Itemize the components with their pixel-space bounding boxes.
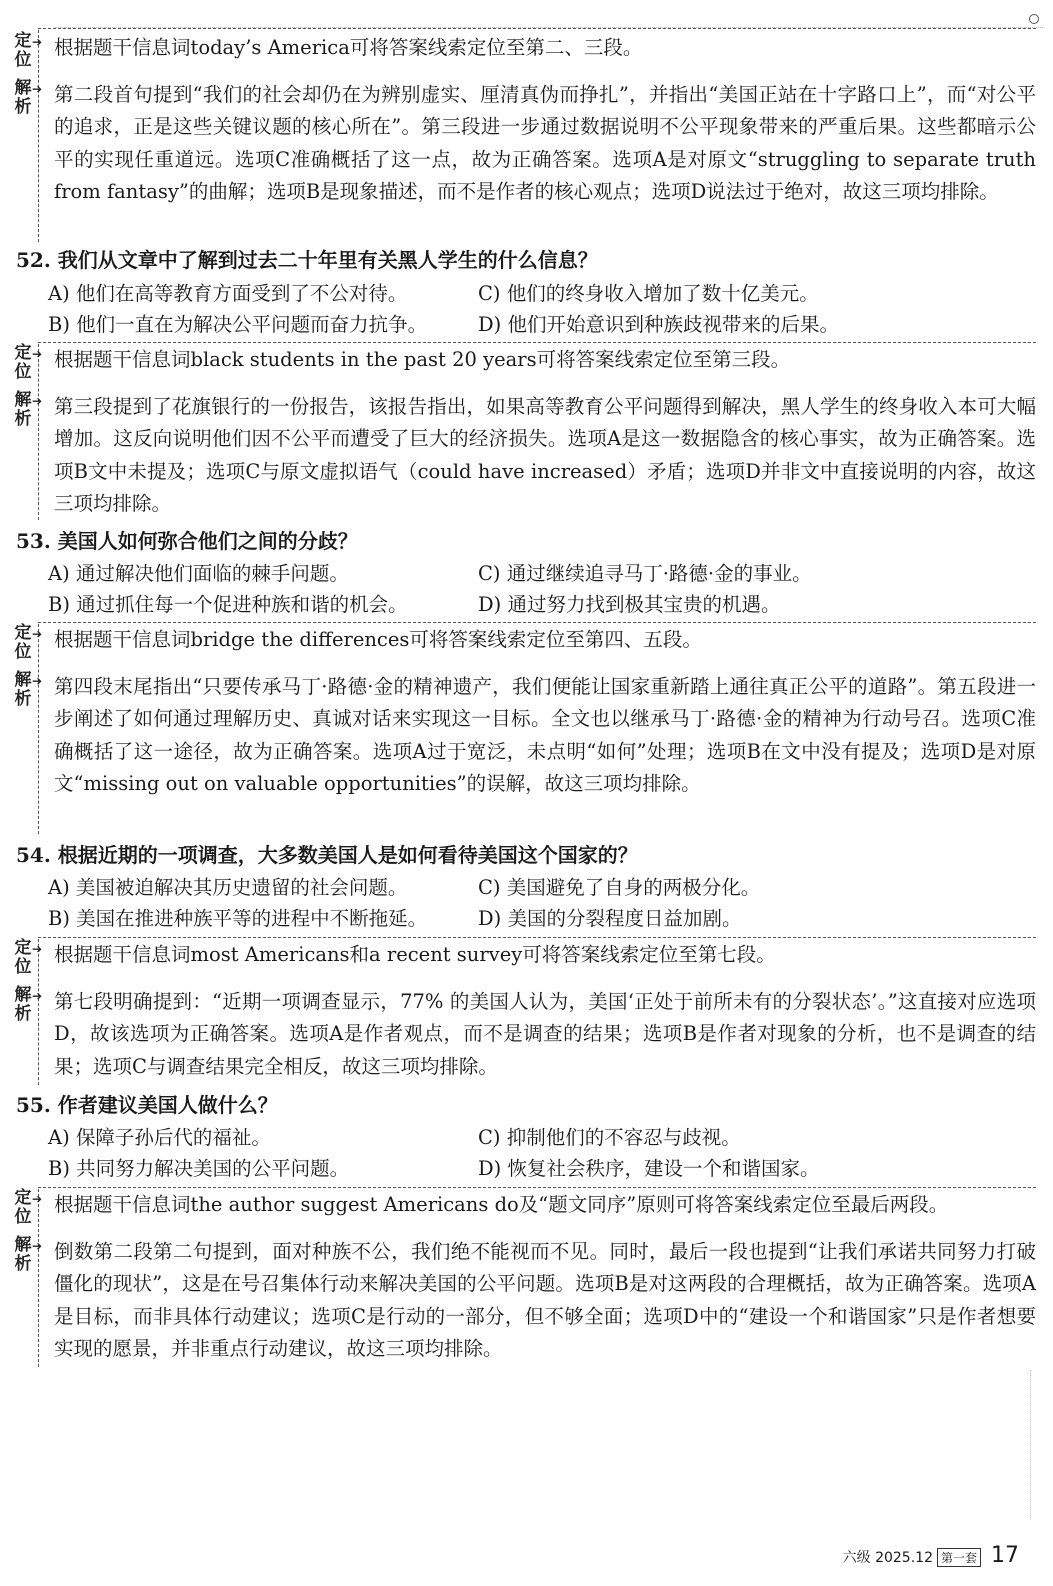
locate-text: 根据题干信息词most Americans和a recent survey可将答案线索定位至第七段。 <box>54 943 776 966</box>
analysis-text: 第二段首句提到“我们的社会却仍在为辨别虚实、厘清真伪而挣扎”，并指出“美国正站在十字路口上”，而“对公平的追求，正是这些关键议题的核心所在”。第三段进一步通过数据说明不公平现象带来的严重后果。这些都暗示公平的实现任重道远。选项C准确概括了这一点，故为正确答案。选项A是对原文“struggling to separate truth from fantasy”的曲解；选项B是现象描述，而不是作者的核心观点；选项D说法过于绝对，故这三项均排除。 <box>54 82 1036 203</box>
locate-row <box>14 623 1036 662</box>
page-number: 17 <box>991 1543 1019 1568</box>
explanation-block-54 <box>14 937 1036 1085</box>
option-c: C) 抑制他们的不容忍与歧视。 <box>478 1126 741 1149</box>
option-a: A) 保障子孙后代的福祉。 <box>48 1126 271 1149</box>
locate-text: 根据题干信息词the author suggest Americans do及“题文同序”原则可将答案线索定位至最后两段。 <box>54 1193 949 1216</box>
analyze-tag: 解 析 <box>14 984 32 1024</box>
arrow-icon: ➔ <box>32 347 43 361</box>
locate-row <box>14 938 1036 977</box>
corner-hole-mark <box>1029 14 1039 24</box>
locate-tag: 定 位 <box>14 343 32 382</box>
locate-text: 根据题干信息词bridge the differences可将答案线索定位至第四、五段。 <box>54 628 702 651</box>
question-53: 53. 美国人如何弥合他们之间的分歧？ <box>16 529 358 553</box>
locate-row <box>14 1188 1036 1227</box>
explanation-block-51 <box>14 28 1036 242</box>
side-dotted-rule <box>1030 1370 1031 1520</box>
option-b: B) 通过抓住每一个促进种族和谐的机会。 <box>48 593 408 616</box>
analyze-tag: 解 析 <box>14 1234 32 1274</box>
analysis-text: 第三段提到了花旗银行的一份报告，该报告指出，如果高等教育公平问题得到解决，黑人学生的终身收入本可大幅增加。这反向说明他们因不公平而遭受了巨大的经济损失。选项A是这一数据隐含的核心事实，故为正确答案。选项B文中未提及；选项C与原文虚拟语气（could have increased）矛盾；选项D并非文中直接说明的内容，故这三项均排除。 <box>54 394 1036 515</box>
arrow-icon: ➔ <box>32 81 43 96</box>
option-a: A) 通过解决他们面临的棘手问题。 <box>48 562 349 585</box>
arrow-icon: ➔ <box>32 942 43 956</box>
question-55: 55. 作者建议美国人做什么？ <box>16 1093 278 1117</box>
locate-tag: 定 位 <box>14 938 32 977</box>
options-52 <box>48 278 1038 340</box>
question-54: 54. 根据近期的一项调查，大多数美国人是如何看待美国这个国家的？ <box>16 843 638 867</box>
arrow-icon: ➔ <box>32 393 43 408</box>
locate-tag: 定 位 <box>14 623 32 662</box>
locate-text: 根据题干信息词today’s America可将答案线索定位至第二、三段。 <box>54 36 643 59</box>
analysis-row <box>14 79 1036 209</box>
analysis-row <box>14 391 1036 521</box>
explanation-block-53 <box>14 622 1036 834</box>
analyze-tag: 解 析 <box>14 77 32 117</box>
arrow-icon: ➔ <box>32 673 43 688</box>
arrow-icon: ➔ <box>32 35 43 49</box>
analysis-text: 第四段末尾指出“只要传承马丁·路德·金的精神遗产，我们便能让国家重新踏上通往真正公平的道路”。第五段进一步阐述了如何通过理解历史、真诚对话来实现这一目标。全文也以继承马丁·路德·金的精神为行动号召。选项C准确概括了这一途径，故为正确答案。选项A过于宽泛，未点明“如何”处理；选项B在文中没有提及；选项D是对原文“missing out on valuable opportunities”的误解，故这三项均排除。 <box>54 674 1036 795</box>
footer-label: 六级 2025.12 <box>842 1550 933 1566</box>
analysis-text: 第七段明确提到：“近期一项调查显示，77% 的美国人认为，美国‘正处于前所未有的分裂状态’。”这直接对应选项 D，故该选项为正确答案。选项A是作者观点，而不是调查的结果；选项B是作者对现象的分析，也不是调查的结果；选项C与调查结果完全相反，故这三项均排除。 <box>54 989 1036 1078</box>
analyze-tag: 解 析 <box>14 669 32 709</box>
analysis-text: 倒数第二段第二句提到，面对种族不公，我们绝不能视而不见。同时，最后一段也提到“让我们承诺共同努力打破僵化的现状”，这是在号召集体行动来解决美国的公平问题。选项B是对这两段的合理概括，故为正确答案。选项A是目标，而非具体行动建议；选项C是行动的一部分，但不够全面；选项D中的“建设一个和谐国家”只是作者想要实现的愿景，并非重点行动建议，故这三项均排除。 <box>54 1239 1036 1360</box>
page-footer <box>843 1543 1019 1568</box>
option-b: B) 他们一直在为解决公平问题而奋力抗争。 <box>48 313 428 336</box>
option-d: D) 他们开始意识到种族歧视带来的后果。 <box>478 313 839 336</box>
option-d: D) 通过努力找到极其宝贵的机遇。 <box>478 593 781 616</box>
arrow-icon: ➔ <box>32 1238 43 1253</box>
question-52: 52. 我们从文章中了解到过去二十年里有关黑人学生的什么信息？ <box>16 248 598 272</box>
options-55 <box>48 1122 1038 1184</box>
explanation-block-52 <box>14 342 1036 520</box>
option-b: B) 共同努力解决美国的公平问题。 <box>48 1157 350 1180</box>
option-d: D) 恢复社会秩序，建设一个和谐国家。 <box>478 1157 820 1180</box>
analysis-row <box>14 1236 1036 1366</box>
option-d: D) 美国的分裂程度日益加剧。 <box>478 907 742 930</box>
explanation-block-55 <box>14 1187 1036 1367</box>
option-c: C) 通过继续追寻马丁·路德·金的事业。 <box>478 562 812 585</box>
analyze-tag: 解 析 <box>14 389 32 429</box>
options-54 <box>48 872 1038 934</box>
locate-tag: 定 位 <box>14 31 32 70</box>
arrow-icon: ➔ <box>32 1192 43 1206</box>
option-a: A) 美国被迫解决其历史遗留的社会问题。 <box>48 876 408 899</box>
option-c: C) 美国避免了自身的两极分化。 <box>478 876 761 899</box>
arrow-icon: ➔ <box>32 988 43 1003</box>
locate-text: 根据题干信息词black students in the past 20 years可将答案线索定位至第三段。 <box>54 348 791 371</box>
option-b: B) 美国在推进种族平等的进程中不断拖延。 <box>48 907 428 930</box>
locate-row <box>14 343 1036 382</box>
analysis-row <box>14 671 1036 801</box>
set-tag: 第一套 <box>937 1548 981 1567</box>
analysis-row <box>14 986 1036 1084</box>
locate-tag: 定 位 <box>14 1188 32 1227</box>
option-c: C) 他们的终身收入增加了数十亿美元。 <box>478 282 819 305</box>
locate-row <box>14 31 1036 70</box>
option-a: A) 他们在高等教育方面受到了不公对待。 <box>48 282 408 305</box>
arrow-icon: ➔ <box>32 627 43 641</box>
options-53 <box>48 558 1038 620</box>
